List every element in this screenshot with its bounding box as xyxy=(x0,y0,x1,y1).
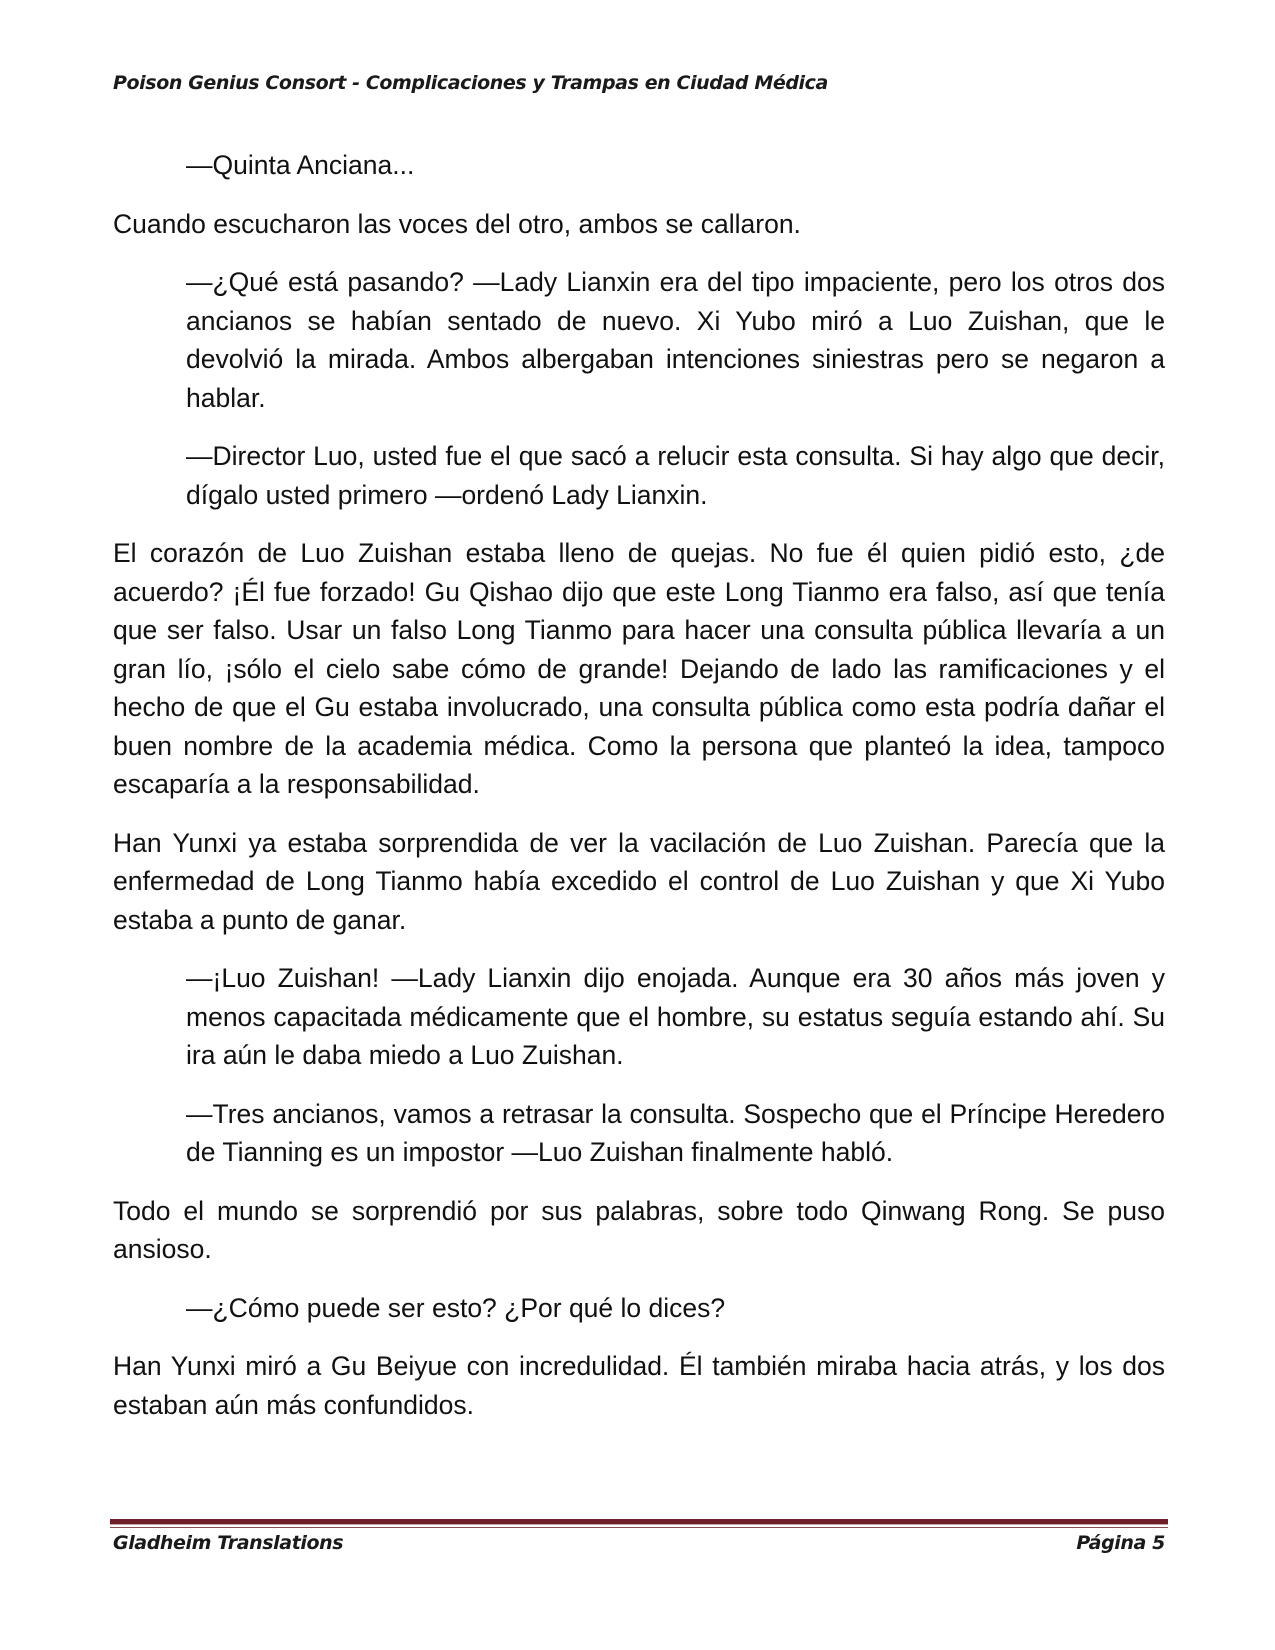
paragraph: —¿Cómo puede ser esto? ¿Por qué lo dices? xyxy=(186,1292,726,1323)
paragraph: —¿Qué está pasando? —Lady Lianxin era del tipo impaciente, pero los otros dos ancianos se habían sentado de nuevo. Xi Yubo miró a Luo Zuishan, que le devolvió la mirada. Ambos albergaban intenciones siniestras pero se negaron a hablar. xyxy=(186,267,1165,413)
footer-divider-thin xyxy=(110,1527,1168,1528)
paragraph: —Quinta Anciana... xyxy=(186,150,415,180)
paragraph: —Tres ancianos, vamos a retrasar la consulta. Sospecho que el Príncipe Heredero de Tianning es un impostor —Luo Zuishan finalmente habló. xyxy=(186,1098,1165,1167)
footer-divider xyxy=(110,1519,1168,1525)
paragraph: Han Yunxi ya estaba sorprendida de ver la vacilación de Luo Zuishan. Parecía que la enfermedad de Long Tianmo había excedido el control de Luo Zuishan y que Xi Yubo estaba a punto de ganar. xyxy=(113,827,1165,935)
paragraph: Han Yunxi miró a Gu Beiyue con incredulidad. Él también miraba hacia atrás, y los dos estaban aún más confundidos. xyxy=(113,1351,1165,1420)
paragraph: Cuando escucharon las voces del otro, ambos se callaron. xyxy=(113,208,801,239)
document-body xyxy=(113,146,1165,1444)
footer-page-number: Página 5 xyxy=(1076,1532,1165,1554)
paragraph: —Director Luo, usted fue el que sacó a relucir esta consulta. Si hay algo que decir, dígalo usted primero —ordenó Lady Lianxin. xyxy=(186,441,1165,510)
page-header-title: Poison Genius Consort - Complicaciones y Trampas en Ciudad Médica xyxy=(113,72,828,94)
paragraph: El corazón de Luo Zuishan estaba lleno de quejas. No fue él quien pidió esto, ¿de acuerdo? ¡Él fue forzado! Gu Qishao dijo que este Long Tianmo era falso, así que tenía que ser falso. Usar un falso Long Tianmo para hacer una consulta pública llevaría a un gran lío, ¡sólo el cielo sabe cómo de grande! Dejando de lado las ramificaciones y el hecho de que el Gu estaba involucrado, una consulta pública como esta podría dañar el buen nombre de la academia médica. Como la persona que planteó la idea, tampoco escaparía a la responsabilidad. xyxy=(113,538,1165,799)
paragraph: Todo el mundo se sorprendió por sus palabras, sobre todo Qinwang Rong. Se puso ansioso. xyxy=(113,1195,1165,1264)
footer-publisher: Gladheim Translations xyxy=(113,1532,344,1554)
paragraph: —¡Luo Zuishan! —Lady Lianxin dijo enojada. Aunque era 30 años más joven y menos capacitada médicamente que el hombre, su estatus seguía estando ahí. Su ira aún le daba miedo a Luo Zuishan. xyxy=(186,963,1165,1070)
